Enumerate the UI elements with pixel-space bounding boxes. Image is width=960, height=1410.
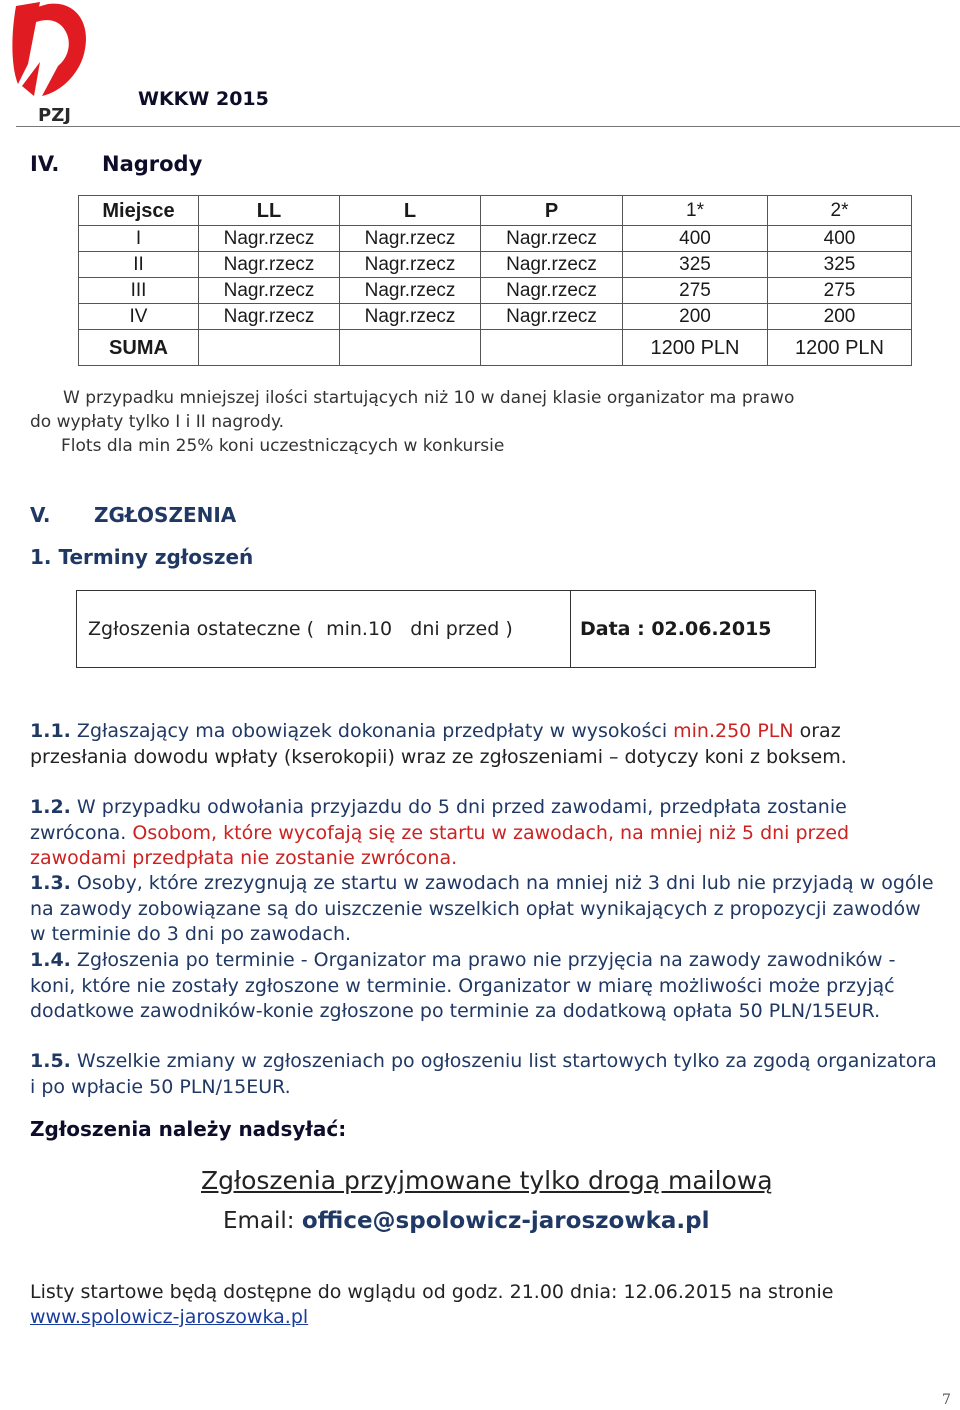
header-divider bbox=[16, 126, 960, 127]
table-cell: Nagr.rzecz bbox=[481, 252, 623, 278]
email-address[interactable]: office@spolowicz-jaroszowka.pl bbox=[301, 1208, 710, 1234]
table-cell: Nagr.rzecz bbox=[340, 252, 481, 278]
header-cell: Miejsce bbox=[79, 196, 199, 226]
section-4-title: Nagrody bbox=[102, 152, 203, 176]
table-cell: 1200 PLN bbox=[768, 330, 912, 366]
table-cell: Nagr.rzecz bbox=[481, 304, 623, 330]
header-cell: P bbox=[481, 196, 623, 226]
email-only-notice: Zgłoszenia przyjmowane tylko drogą mailową bbox=[201, 1166, 773, 1195]
paragraph-number: 1.3. bbox=[30, 872, 71, 894]
table-cell: Nagr.rzecz bbox=[481, 226, 623, 252]
document-title: WKKW 2015 bbox=[138, 88, 269, 110]
deadline-label: Zgłoszenia ostateczne ( min.10 dni przed ) bbox=[88, 618, 513, 640]
email-line bbox=[223, 1208, 709, 1234]
table-cell: Nagr.rzecz bbox=[199, 278, 340, 304]
table-cell: 275 bbox=[768, 278, 912, 304]
table-cell: I bbox=[79, 226, 199, 252]
table-row bbox=[79, 226, 912, 252]
paragraph-number: 1.1. bbox=[30, 720, 71, 742]
paragraph-1-1 bbox=[30, 719, 940, 770]
paragraph-1-2 bbox=[30, 795, 940, 872]
section-5-number: V. bbox=[30, 503, 51, 527]
table-cell: 325 bbox=[768, 252, 912, 278]
paragraph-text: W przypadku odwołania przyjazdu do 5 dni przed zawodami, przedpłata zostanie zwrócona. bbox=[30, 796, 847, 844]
flots-note: Flots dla min 25% koni uczestniczących w konkursie bbox=[61, 436, 505, 456]
table-sum-row bbox=[79, 330, 912, 366]
table-cell: Nagr.rzecz bbox=[340, 226, 481, 252]
deadline-date: Data : 02.06.2015 bbox=[580, 618, 772, 640]
table-cell: 400 bbox=[768, 226, 912, 252]
paragraph-1-5 bbox=[30, 1049, 940, 1100]
paragraph-text: Wszelkie zmiany w zgłoszeniach po ogłoszeniu list startowych tylko za zgodą organizatora i po wpłacie 50 PLN/15EUR. bbox=[30, 1050, 937, 1098]
website-link[interactable]: www.spolowicz-jaroszowka.pl bbox=[30, 1306, 309, 1328]
table-cell: Nagr.rzecz bbox=[340, 278, 481, 304]
paragraph-text: Zgłaszający ma obowiązek dokonania przedpłaty w wysokości bbox=[70, 720, 674, 742]
subsection-title: 1. Terminy zgłoszeń bbox=[30, 545, 254, 569]
paragraph-text: Osoby, które zrezygnują ze startu w zawodach na mniej niż 3 dni lub nie przyjadą w ogóle na zawody zobowiązane są do uiszczenie wszelkich opłat wynikających z propozycji zawodów w terminie do 3 dni po zawodach. bbox=[30, 872, 934, 945]
table-row bbox=[79, 252, 912, 278]
paragraph-text: Organizator w miarę możliwości może przyjąć dodatkowe zawodników-konie zgłoszone po terminie za dodatkową opłata 50 PLN/15EUR. bbox=[30, 974, 895, 1022]
pzj-logo-mark bbox=[6, 0, 92, 124]
table-cell: Nagr.rzecz bbox=[199, 304, 340, 330]
logo-text: PZJ bbox=[38, 105, 71, 124]
prizes-table bbox=[78, 195, 912, 366]
header-cell: 1* bbox=[623, 196, 768, 226]
section-4-number: IV. bbox=[30, 152, 60, 176]
table-header-row bbox=[79, 196, 912, 226]
table-cell: IV bbox=[79, 304, 199, 330]
table-cell: 275 bbox=[623, 278, 768, 304]
table-cell: 400 bbox=[623, 226, 768, 252]
table-cell: SUMA bbox=[79, 330, 199, 366]
paragraph-1-3 bbox=[30, 871, 940, 948]
table-row bbox=[79, 304, 912, 330]
table-cell: III bbox=[79, 278, 199, 304]
send-entries-title: Zgłoszenia należy nadsyłać: bbox=[30, 1117, 347, 1141]
email-label: Email: bbox=[223, 1208, 302, 1234]
section-5-title: ZGŁOSZENIA bbox=[94, 503, 237, 527]
table-cell: Nagr.rzecz bbox=[340, 304, 481, 330]
table-cell: II bbox=[79, 252, 199, 278]
header-cell: L bbox=[340, 196, 481, 226]
table-cell bbox=[199, 330, 340, 366]
paragraph-1-4 bbox=[30, 948, 940, 1025]
table-cell: Nagr.rzecz bbox=[199, 226, 340, 252]
prize-note-line-2: do wypłaty tylko I i II nagrody. bbox=[30, 412, 285, 432]
table-cell bbox=[340, 330, 481, 366]
table-cell: 200 bbox=[623, 304, 768, 330]
table-row bbox=[79, 278, 912, 304]
deadline-label-cell bbox=[77, 591, 571, 667]
paragraph-text: Zgłoszenia po terminie - Organizator ma prawo nie przyjęcia na zawody zawodników - koni, które nie zostały zgłoszone w terminie. bbox=[30, 949, 896, 997]
paragraph-number: 1.5. bbox=[30, 1050, 71, 1072]
paragraph-number: 1.2. bbox=[30, 796, 71, 818]
start-list-text: Listy startowe będą dostępne do wglądu od godz. 21.00 dnia: 12.06.2015 na stronie bbox=[30, 1281, 834, 1303]
table-cell: Nagr.rzecz bbox=[199, 252, 340, 278]
prepayment-amount: min.250 PLN bbox=[673, 720, 794, 742]
deadline-box bbox=[76, 590, 816, 668]
table-cell: Nagr.rzecz bbox=[481, 278, 623, 304]
header-cell: LL bbox=[199, 196, 340, 226]
header-cell: 2* bbox=[768, 196, 912, 226]
table-cell bbox=[481, 330, 623, 366]
paragraph-text: Osobom, które wycofają się ze startu w zawodach, na mniej niż 5 dni przed zawodami przedpłata nie zostanie zwrócona. bbox=[30, 821, 850, 869]
table-cell: 200 bbox=[768, 304, 912, 330]
paragraph-text: oraz przesłania dowodu wpłaty (kserokopii) wraz ze zgłoszeniami – dotyczy koni z boksem. bbox=[30, 720, 847, 768]
table-cell: 325 bbox=[623, 252, 768, 278]
pzj-logo bbox=[6, 0, 92, 124]
prize-note-line-1: W przypadku mniejszej ilości startujących niż 10 w danej klasie organizator ma prawo bbox=[63, 388, 795, 408]
page-number: 7 bbox=[942, 1392, 951, 1408]
start-list-info bbox=[30, 1280, 833, 1330]
paragraph-number: 1.4. bbox=[30, 949, 71, 971]
table-cell: 1200 PLN bbox=[623, 330, 768, 366]
